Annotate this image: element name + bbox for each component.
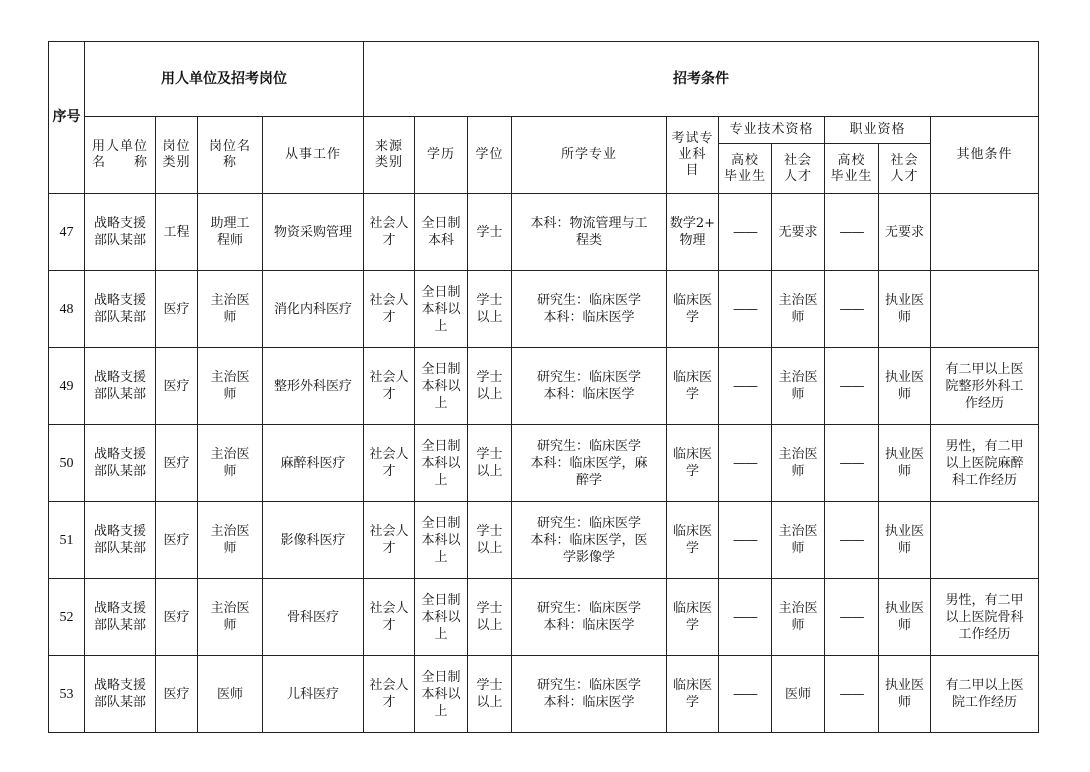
cell-source: 社会人 才 xyxy=(364,425,415,502)
table-row xyxy=(49,271,1039,348)
cell-tech-grad: —— xyxy=(719,579,772,656)
cell-work: 影像科医疗 xyxy=(263,502,364,579)
table-row xyxy=(49,425,1039,502)
cell-other: 有二甲以上医 院整形外科工 作经历 xyxy=(931,348,1039,425)
cell-source: 社会人 才 xyxy=(364,194,415,271)
table-row xyxy=(49,348,1039,425)
cell-edu: 全日制 本科以 上 xyxy=(415,271,468,348)
cell-other xyxy=(931,194,1039,271)
cell-source: 社会人 才 xyxy=(364,348,415,425)
cell-type: 医疗 xyxy=(156,502,198,579)
cell-unit: 战略支援 部队某部 xyxy=(85,425,156,502)
header-group-conditions: 招考条件 xyxy=(364,42,1039,117)
cell-work: 物资采购管理 xyxy=(263,194,364,271)
cell-tech-social: 主治医 师 xyxy=(772,271,825,348)
table-row xyxy=(49,502,1039,579)
cell-unit: 战略支援 部队某部 xyxy=(85,656,156,733)
cell-work: 儿科医疗 xyxy=(263,656,364,733)
header-post-type: 岗位 类别 xyxy=(156,117,198,194)
header-degree: 学位 xyxy=(468,117,512,194)
cell-tech-social: 主治医 师 xyxy=(772,579,825,656)
cell-source: 社会人 才 xyxy=(364,502,415,579)
table-row xyxy=(49,656,1039,733)
cell-tech-social: 主治医 师 xyxy=(772,425,825,502)
cell-degree: 学士 以上 xyxy=(468,425,512,502)
cell-type: 医疗 xyxy=(156,348,198,425)
cell-job-social: 执业医 师 xyxy=(879,502,931,579)
header-unit-name: 用人单位 名 称 xyxy=(85,117,156,194)
cell-no: 49 xyxy=(49,348,85,425)
cell-exam: 数学2+ 物理 xyxy=(667,194,719,271)
cell-source: 社会人 才 xyxy=(364,271,415,348)
cell-unit: 战略支援 部队某部 xyxy=(85,348,156,425)
header-seq: 序号 xyxy=(49,42,85,194)
cell-edu: 全日制 本科以 上 xyxy=(415,579,468,656)
header-tech-social: 社会 人才 xyxy=(772,144,825,194)
cell-major: 研究生：临床医学 本科：临床医学 xyxy=(512,579,667,656)
header-exam: 考试专 业科 目 xyxy=(667,117,719,194)
cell-unit: 战略支援 部队某部 xyxy=(85,271,156,348)
cell-major: 研究生：临床医学 本科：临床医学，医 学影像学 xyxy=(512,502,667,579)
cell-tech-social: 医师 xyxy=(772,656,825,733)
cell-edu: 全日制 本科以 上 xyxy=(415,348,468,425)
cell-post: 主治医 师 xyxy=(198,425,263,502)
cell-work: 消化内科医疗 xyxy=(263,271,364,348)
cell-job-social: 执业医 师 xyxy=(879,579,931,656)
cell-tech-social: 无要求 xyxy=(772,194,825,271)
cell-other xyxy=(931,271,1039,348)
table-row xyxy=(49,579,1039,656)
cell-edu: 全日制 本科以 上 xyxy=(415,425,468,502)
cell-other: 男性，有二甲 以上医院骨科 工作经历 xyxy=(931,579,1039,656)
cell-type: 医疗 xyxy=(156,656,198,733)
cell-type: 医疗 xyxy=(156,271,198,348)
cell-job-social: 执业医 师 xyxy=(879,656,931,733)
cell-no: 51 xyxy=(49,502,85,579)
cell-tech-grad: —— xyxy=(719,502,772,579)
cell-exam: 临床医 学 xyxy=(667,425,719,502)
table-row xyxy=(49,194,1039,271)
cell-tech-grad: —— xyxy=(719,425,772,502)
cell-source: 社会人 才 xyxy=(364,656,415,733)
cell-exam: 临床医 学 xyxy=(667,502,719,579)
cell-exam: 临床医 学 xyxy=(667,656,719,733)
cell-job-grad: —— xyxy=(825,656,879,733)
header-job-qual: 职业资格 xyxy=(825,117,931,144)
cell-major: 研究生：临床医学 本科：临床医学 xyxy=(512,656,667,733)
cell-tech-social: 主治医 师 xyxy=(772,348,825,425)
cell-type: 医疗 xyxy=(156,425,198,502)
cell-no: 52 xyxy=(49,579,85,656)
header-job-grad: 高校 毕业生 xyxy=(825,144,879,194)
header-education: 学历 xyxy=(415,117,468,194)
header-work: 从事工作 xyxy=(263,117,364,194)
header-source: 来源 类别 xyxy=(364,117,415,194)
cell-degree: 学士 以上 xyxy=(468,579,512,656)
cell-no: 48 xyxy=(49,271,85,348)
cell-type: 医疗 xyxy=(156,579,198,656)
header-job-social: 社会 人才 xyxy=(879,144,931,194)
cell-source: 社会人 才 xyxy=(364,579,415,656)
cell-job-grad: —— xyxy=(825,579,879,656)
cell-job-social: 执业医 师 xyxy=(879,348,931,425)
cell-major: 本科：物流管理与工 程类 xyxy=(512,194,667,271)
cell-no: 47 xyxy=(49,194,85,271)
cell-degree: 学士 以上 xyxy=(468,271,512,348)
cell-exam: 临床医 学 xyxy=(667,579,719,656)
cell-job-grad: —— xyxy=(825,271,879,348)
cell-other: 男性，有二甲 以上医院麻醉 科工作经历 xyxy=(931,425,1039,502)
cell-tech-grad: —— xyxy=(719,271,772,348)
cell-no: 53 xyxy=(49,656,85,733)
cell-type: 工程 xyxy=(156,194,198,271)
cell-degree: 学士 xyxy=(468,194,512,271)
table-body xyxy=(49,194,1039,733)
cell-job-grad: —— xyxy=(825,348,879,425)
header-tech-grad: 高校 毕业生 xyxy=(719,144,772,194)
cell-tech-grad: —— xyxy=(719,348,772,425)
cell-job-social: 无要求 xyxy=(879,194,931,271)
cell-no: 50 xyxy=(49,425,85,502)
header-post-name: 岗位名 称 xyxy=(198,117,263,194)
cell-post: 主治医 师 xyxy=(198,271,263,348)
header-other: 其他条件 xyxy=(931,117,1039,194)
cell-unit: 战略支援 部队某部 xyxy=(85,194,156,271)
cell-other xyxy=(931,502,1039,579)
header-tech-qual: 专业技术资格 xyxy=(719,117,825,144)
cell-major: 研究生：临床医学 本科：临床医学 xyxy=(512,271,667,348)
recruitment-table xyxy=(48,41,1039,733)
cell-major: 研究生：临床医学 本科：临床医学，麻 醉学 xyxy=(512,425,667,502)
cell-edu: 全日制 本科以 上 xyxy=(415,656,468,733)
cell-major: 研究生：临床医学 本科：临床医学 xyxy=(512,348,667,425)
cell-degree: 学士 以上 xyxy=(468,348,512,425)
cell-job-grad: —— xyxy=(825,425,879,502)
cell-exam: 临床医 学 xyxy=(667,271,719,348)
cell-edu: 全日制 本科 xyxy=(415,194,468,271)
cell-tech-grad: —— xyxy=(719,656,772,733)
cell-degree: 学士 以上 xyxy=(468,656,512,733)
cell-post: 主治医 师 xyxy=(198,348,263,425)
cell-edu: 全日制 本科以 上 xyxy=(415,502,468,579)
cell-job-social: 执业医 师 xyxy=(879,425,931,502)
cell-tech-social: 主治医 师 xyxy=(772,502,825,579)
cell-work: 麻醉科医疗 xyxy=(263,425,364,502)
header-major: 所学专业 xyxy=(512,117,667,194)
cell-exam: 临床医 学 xyxy=(667,348,719,425)
cell-tech-grad: —— xyxy=(719,194,772,271)
cell-work: 整形外科医疗 xyxy=(263,348,364,425)
cell-job-grad: —— xyxy=(825,194,879,271)
cell-job-social: 执业医 师 xyxy=(879,271,931,348)
cell-post: 医师 xyxy=(198,656,263,733)
cell-post: 主治医 师 xyxy=(198,579,263,656)
header-group-unit: 用人单位及招考岗位 xyxy=(85,42,364,117)
cell-job-grad: —— xyxy=(825,502,879,579)
cell-work: 骨科医疗 xyxy=(263,579,364,656)
cell-unit: 战略支援 部队某部 xyxy=(85,579,156,656)
cell-other: 有二甲以上医 院工作经历 xyxy=(931,656,1039,733)
cell-unit: 战略支援 部队某部 xyxy=(85,502,156,579)
cell-degree: 学士 以上 xyxy=(468,502,512,579)
cell-post: 主治医 师 xyxy=(198,502,263,579)
cell-post: 助理工 程师 xyxy=(198,194,263,271)
